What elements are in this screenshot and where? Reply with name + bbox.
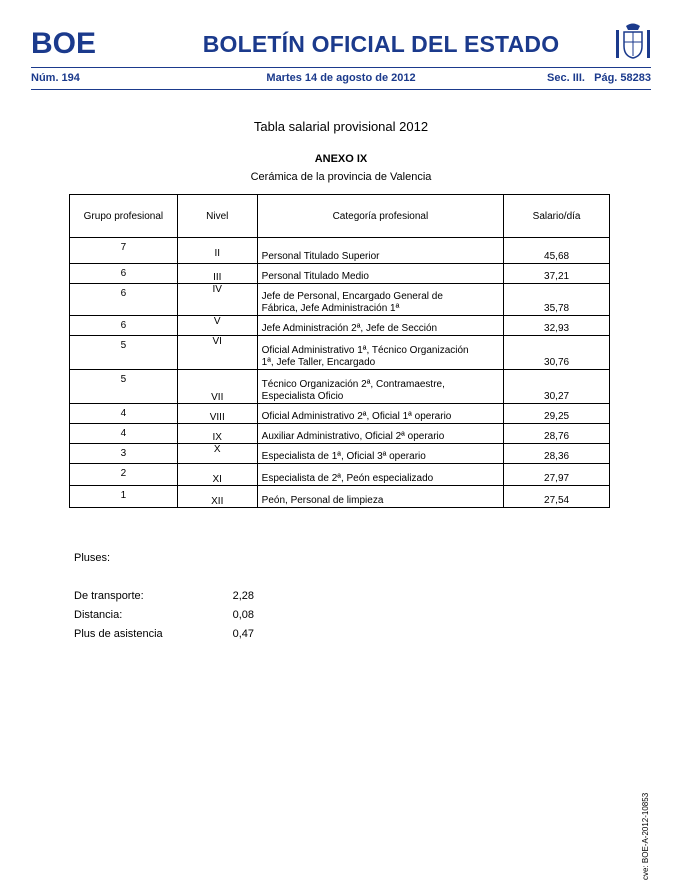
cell-nivel: X [177, 444, 257, 464]
categoria-line: Auxiliar Administrativo, Oficial 2ª operario [261, 431, 445, 442]
cell-categoria [257, 370, 503, 404]
table-row [70, 404, 610, 424]
cell-nivel: VIII [177, 404, 257, 424]
categoria-line: Oficial Administrativo 2ª, Oficial 1ª operario [261, 411, 452, 422]
plus-item [74, 590, 254, 602]
cell-nivel: VI [177, 336, 257, 370]
cell-salario: 27,97 [504, 464, 610, 486]
table-row [70, 336, 610, 370]
cell-grupo: 6 [70, 316, 178, 336]
plus-item [74, 628, 254, 640]
categoria-line: Especialista Oficio [261, 391, 344, 402]
plus-item [74, 609, 254, 621]
cell-salario: 32,93 [504, 316, 610, 336]
cell-categoria [257, 486, 503, 508]
cell-categoria [257, 424, 503, 444]
cell-nivel: VII [177, 370, 257, 404]
categoria-line: Personal Titulado Medio [261, 271, 369, 282]
cell-categoria [257, 264, 503, 284]
cell-salario: 28,76 [504, 424, 610, 444]
cell-grupo: 3 [70, 444, 178, 464]
cell-salario: 28,36 [504, 444, 610, 464]
cell-categoria [257, 238, 503, 264]
table-row [70, 444, 610, 464]
categoria-line: 1ª, Jefe Taller, Encargado [261, 357, 376, 368]
cell-grupo: 6 [70, 264, 178, 284]
cell-categoria [257, 444, 503, 464]
cell-nivel: II [177, 238, 257, 264]
cell-grupo: 7 [70, 238, 178, 264]
cell-salario: 45,68 [504, 238, 610, 264]
table-header-row [70, 195, 610, 238]
table-row [70, 284, 610, 316]
cell-salario: 37,21 [504, 264, 610, 284]
cell-nivel: XII [177, 486, 257, 508]
categoria-line: Oficial Administrativo 1ª, Técnico Organización [261, 345, 469, 356]
cell-grupo: 5 [70, 336, 178, 370]
cell-nivel: IX [177, 424, 257, 444]
annex-heading: ANEXO IX [314, 153, 368, 165]
coat-of-arms-icon [612, 22, 654, 62]
col-header-grupo: Grupo profesional [70, 195, 178, 238]
cell-grupo: 4 [70, 424, 178, 444]
section-page: Sec. III. Pág. 58283 [547, 72, 651, 84]
cell-categoria [257, 284, 503, 316]
table-row [70, 370, 610, 404]
categoria-line: Técnico Organización 2ª, Contramaestre, [261, 379, 445, 390]
categoria-line: Jefe de Personal, Encargado General de [261, 291, 443, 302]
boe-logo [31, 27, 103, 57]
plus-label: De transporte: [74, 590, 144, 602]
categoria-line: Jefe Administración 2ª, Jefe de Sección [261, 323, 438, 334]
cell-nivel: III [177, 264, 257, 284]
col-header-categoria: Categoría profesional [257, 195, 503, 238]
table-row [70, 264, 610, 284]
plus-value: 0,08 [232, 609, 254, 621]
table-row [70, 464, 610, 486]
table-row [70, 316, 610, 336]
cell-nivel: V [177, 316, 257, 336]
header-rule-top [31, 67, 651, 68]
table-row [70, 424, 610, 444]
plus-label: Plus de asistencia [74, 628, 163, 640]
page-title: BOLETÍN OFICIAL DEL ESTADO [202, 31, 560, 57]
cell-grupo: 4 [70, 404, 178, 424]
col-header-nivel: Nivel [177, 195, 257, 238]
categoria-line: Personal Titulado Superior [261, 251, 380, 262]
salary-table [69, 194, 610, 508]
cell-grupo: 5 [70, 370, 178, 404]
issue-number: Núm. 194 [31, 72, 80, 84]
cell-salario: 27,54 [504, 486, 610, 508]
cell-grupo: 2 [70, 464, 178, 486]
cell-grupo: 1 [70, 486, 178, 508]
table-row [70, 238, 610, 264]
cell-nivel: XI [177, 464, 257, 486]
annex-subtitle: Cerámica de la provincia de Valencia [250, 171, 432, 183]
cell-nivel: IV [177, 284, 257, 316]
table-row [70, 486, 610, 508]
col-header-salario: Salario/día [504, 195, 610, 238]
cell-categoria [257, 316, 503, 336]
cell-salario: 30,27 [504, 370, 610, 404]
svg-text:BOE: BOE [31, 27, 97, 57]
issue-date: Martes 14 de agosto de 2012 [266, 72, 416, 84]
pluses-heading: Pluses: [74, 552, 111, 564]
plus-label: Distancia: [74, 609, 123, 621]
table-title: Tabla salarial provisional 2012 [253, 119, 429, 134]
plus-value: 2,28 [232, 590, 254, 602]
header-rule-bottom [31, 89, 651, 90]
categoria-line: Especialista de 1ª, Oficial 3ª operario [261, 451, 426, 462]
cell-categoria [257, 464, 503, 486]
categoria-line: Especialista de 2ª, Peón especializado [261, 473, 434, 484]
cell-salario: 30,76 [504, 336, 610, 370]
categoria-line: Peón, Personal de limpieza [261, 495, 384, 506]
categoria-line: Fábrica, Jefe Administración 1ª [261, 303, 400, 314]
cell-grupo: 6 [70, 284, 178, 316]
cell-salario: 29,25 [504, 404, 610, 424]
cell-salario: 35,78 [504, 284, 610, 316]
cve-identifier: cve: BOE-A-2012-10853 [641, 792, 650, 880]
plus-value: 0,47 [232, 628, 254, 640]
cell-categoria [257, 404, 503, 424]
cell-categoria [257, 336, 503, 370]
